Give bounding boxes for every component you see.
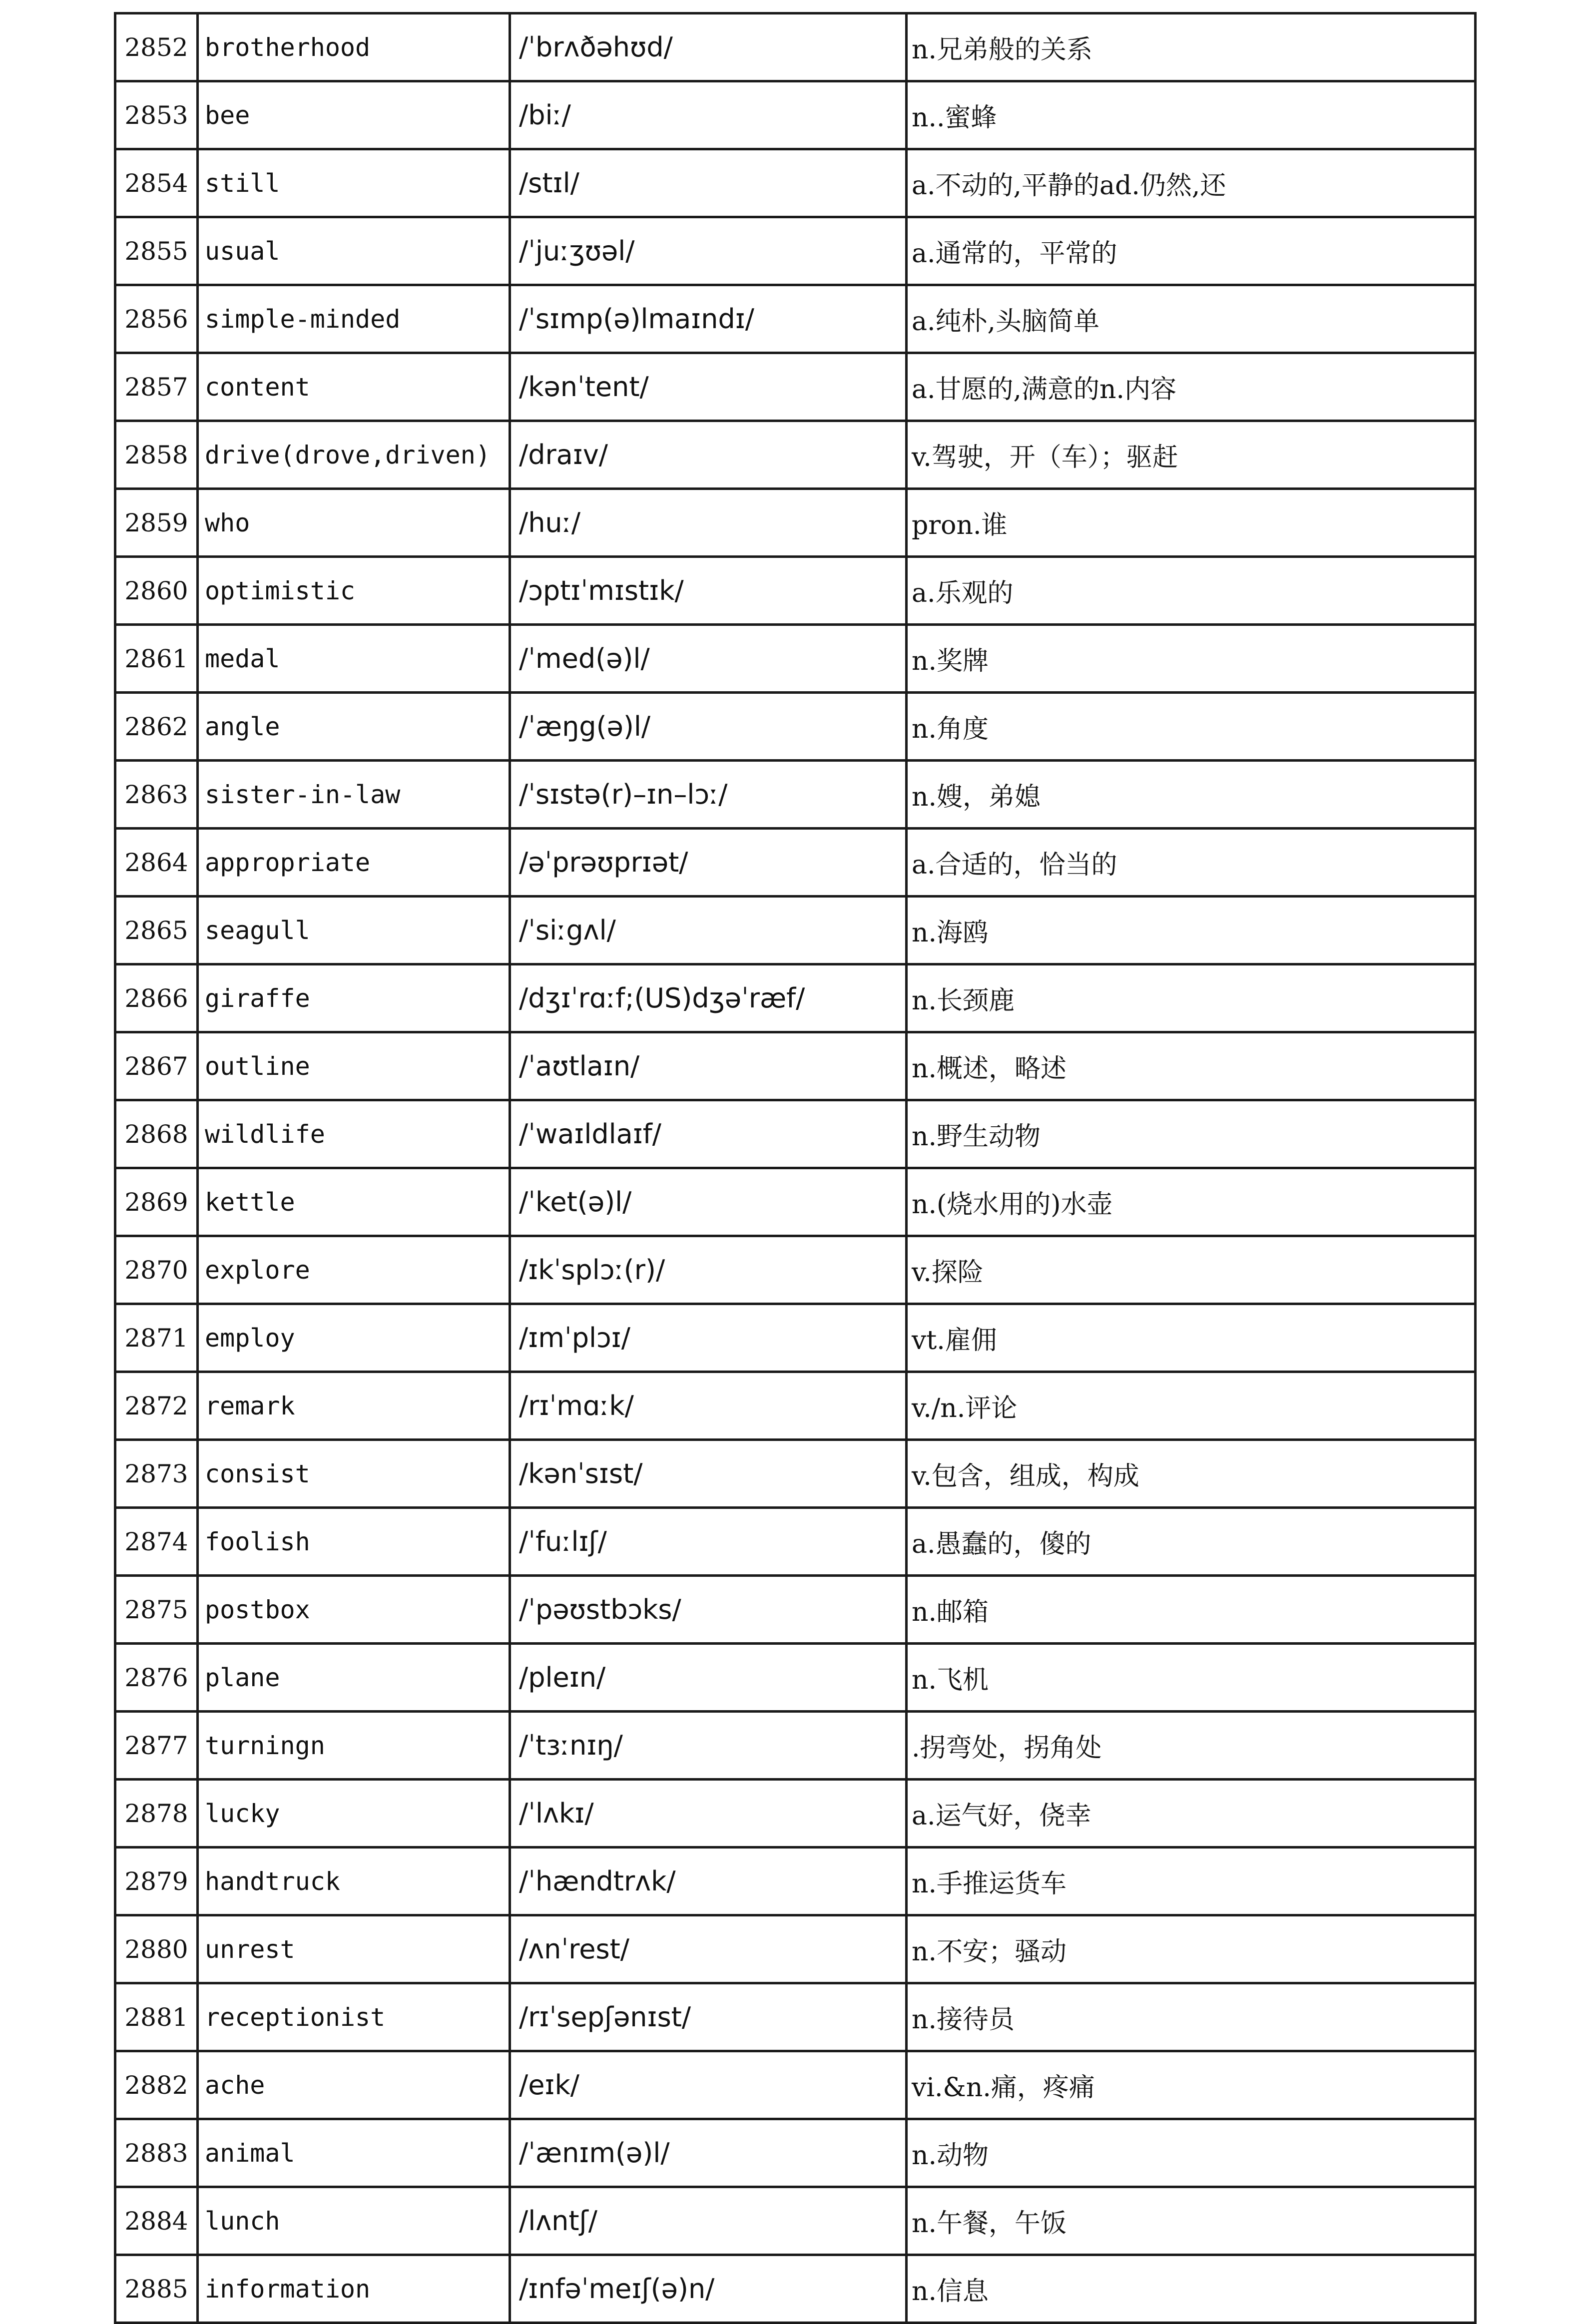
entry-pronunciation: /ˈmed(ə)l/ [510,625,907,693]
entry-pronunciation: /ˈæŋg(ə)l/ [510,693,907,761]
entry-number: 2874 [115,1508,198,1576]
entry-meaning: n.概述，略述 [907,1032,1476,1100]
entry-pronunciation: /eɪk/ [510,2051,907,2119]
entry-word: turningn [198,1712,510,1780]
entry-pronunciation: /rɪˈsepʃənɪst/ [510,1983,907,2051]
entry-meaning: vi.&n.痛，疼痛 [907,2051,1476,2119]
entry-word: outline [198,1032,510,1100]
entry-word: lunch [198,2187,510,2255]
entry-meaning: .拐弯处，拐角处 [907,1712,1476,1780]
entry-word: simple-minded [198,285,510,353]
entry-number: 2852 [115,13,198,81]
table-row [115,149,1476,217]
entry-word: drive(drove,driven) [198,421,510,489]
entry-word: still [198,149,510,217]
table-row [115,217,1476,285]
entry-meaning: n..蜜蜂 [907,81,1476,149]
entry-pronunciation: /ˈhændtrʌk/ [510,1848,907,1915]
entry-meaning: v.驾驶，开（车）；驱赶 [907,421,1476,489]
entry-pronunciation: /ˈfuːlɪʃ/ [510,1508,907,1576]
entry-pronunciation: /ˈjuːʒʊəl/ [510,217,907,285]
entry-meaning: n.信息 [907,2255,1476,2323]
table-row [115,1983,1476,2051]
entry-pronunciation: /ʌnˈrest/ [510,1915,907,1983]
entry-number: 2860 [115,557,198,625]
entry-pronunciation: /ɪmˈplɔɪ/ [510,1304,907,1372]
entry-word: bee [198,81,510,149]
table-row [115,1712,1476,1780]
entry-pronunciation: /huː/ [510,489,907,557]
entry-word: appropriate [198,829,510,897]
entry-meaning: n.午餐，午饭 [907,2187,1476,2255]
entry-word: content [198,353,510,421]
entry-word: kettle [198,1168,510,1236]
entry-pronunciation: /ˈænɪm(ə)l/ [510,2119,907,2187]
entry-pronunciation: /draɪv/ [510,421,907,489]
entry-word: information [198,2255,510,2323]
table-row [115,81,1476,149]
table-row [115,353,1476,421]
table-row [115,1848,1476,1915]
table-row [115,693,1476,761]
entry-word: ache [198,2051,510,2119]
entry-number: 2883 [115,2119,198,2187]
entry-pronunciation: /lʌntʃ/ [510,2187,907,2255]
entry-number: 2865 [115,897,198,964]
entry-number: 2866 [115,964,198,1032]
entry-word: postbox [198,1576,510,1644]
entry-number: 2881 [115,1983,198,2051]
entry-word: employ [198,1304,510,1372]
entry-pronunciation: /ˈlʌkɪ/ [510,1780,907,1848]
entry-number: 2872 [115,1372,198,1440]
table-row [115,1236,1476,1304]
entry-number: 2873 [115,1440,198,1508]
entry-number: 2853 [115,81,198,149]
entry-pronunciation: /ˈwaɪldlaɪf/ [510,1100,907,1168]
entry-pronunciation: /biː/ [510,81,907,149]
entry-number: 2882 [115,2051,198,2119]
entry-meaning: a.运气好，侥幸 [907,1780,1476,1848]
table-row [115,2187,1476,2255]
entry-number: 2871 [115,1304,198,1372]
entry-meaning: v.探险 [907,1236,1476,1304]
entry-meaning: n.飞机 [907,1644,1476,1712]
entry-meaning: a.愚蠢的，傻的 [907,1508,1476,1576]
entry-pronunciation: /əˈprəʊprɪət/ [510,829,907,897]
entry-word: receptionist [198,1983,510,2051]
entry-number: 2856 [115,285,198,353]
entry-pronunciation: /stɪl/ [510,149,907,217]
entry-number: 2869 [115,1168,198,1236]
entry-number: 2868 [115,1100,198,1168]
entry-pronunciation: /pleɪn/ [510,1644,907,1712]
entry-word: unrest [198,1915,510,1983]
entry-meaning: n.邮箱 [907,1576,1476,1644]
entry-word: sister-in-law [198,761,510,829]
table-row [115,1915,1476,1983]
entry-number: 2878 [115,1780,198,1848]
entry-number: 2879 [115,1848,198,1915]
entry-pronunciation: /ɪnfəˈmeɪʃ(ə)n/ [510,2255,907,2323]
entry-word: optimistic [198,557,510,625]
vocabulary-table-body [115,13,1476,2323]
entry-meaning: vt.雇佣 [907,1304,1476,1372]
entry-word: angle [198,693,510,761]
entry-pronunciation: /ˈket(ə)l/ [510,1168,907,1236]
table-row [115,761,1476,829]
entry-meaning: a.不动的,平静的ad.仍然,还 [907,149,1476,217]
entry-number: 2855 [115,217,198,285]
entry-meaning: a.纯朴,头脑简单 [907,285,1476,353]
entry-pronunciation: /ˈsiːgʌl/ [510,897,907,964]
entry-number: 2857 [115,353,198,421]
table-row [115,557,1476,625]
entry-word: brotherhood [198,13,510,81]
entry-number: 2862 [115,693,198,761]
table-row [115,897,1476,964]
vocabulary-table [114,12,1477,2324]
entry-meaning: a.合适的，恰当的 [907,829,1476,897]
entry-meaning: a.通常的，平常的 [907,217,1476,285]
entry-word: animal [198,2119,510,2187]
table-row [115,285,1476,353]
entry-number: 2859 [115,489,198,557]
table-row [115,2051,1476,2119]
table-row [115,1576,1476,1644]
table-row [115,625,1476,693]
entry-number: 2885 [115,2255,198,2323]
entry-pronunciation: /kənˈsɪst/ [510,1440,907,1508]
entry-word: lucky [198,1780,510,1848]
entry-meaning: n.手推运货车 [907,1848,1476,1915]
entry-meaning: n.长颈鹿 [907,964,1476,1032]
entry-pronunciation: /ˈpəʊstbɔks/ [510,1576,907,1644]
table-row [115,1440,1476,1508]
entry-word: wildlife [198,1100,510,1168]
entry-meaning: n.(烧水用的)水壶 [907,1168,1476,1236]
entry-word: seagull [198,897,510,964]
entry-word: remark [198,1372,510,1440]
entry-word: explore [198,1236,510,1304]
table-row [115,1032,1476,1100]
entry-number: 2863 [115,761,198,829]
table-row [115,1168,1476,1236]
entry-word: giraffe [198,964,510,1032]
entry-pronunciation: /rɪˈmɑːk/ [510,1372,907,1440]
entry-number: 2876 [115,1644,198,1712]
entry-pronunciation: /ɪkˈsplɔː(r)/ [510,1236,907,1304]
entry-pronunciation: /ˈaʊtlaɪn/ [510,1032,907,1100]
entry-word: foolish [198,1508,510,1576]
entry-number: 2858 [115,421,198,489]
entry-meaning: n.角度 [907,693,1476,761]
table-row [115,13,1476,81]
table-row [115,1644,1476,1712]
table-row [115,1100,1476,1168]
entry-word: usual [198,217,510,285]
table-row [115,1508,1476,1576]
entry-word: handtruck [198,1848,510,1915]
entry-meaning: n.嫂，弟媳 [907,761,1476,829]
table-row [115,2119,1476,2187]
entry-pronunciation: /ˈtɜːnɪŋ/ [510,1712,907,1780]
entry-meaning: n.奖牌 [907,625,1476,693]
entry-number: 2875 [115,1576,198,1644]
entry-meaning: pron.谁 [907,489,1476,557]
entry-word: medal [198,625,510,693]
table-row [115,1780,1476,1848]
entry-pronunciation: /ˈsɪstə(r)–ɪn–lɔː/ [510,761,907,829]
entry-word: who [198,489,510,557]
entry-pronunciation: /kənˈtent/ [510,353,907,421]
entry-word: plane [198,1644,510,1712]
table-row [115,421,1476,489]
entry-pronunciation: /ˈsɪmp(ə)lmaɪndɪ/ [510,285,907,353]
entry-meaning: a.甘愿的,满意的n.内容 [907,353,1476,421]
entry-number: 2880 [115,1915,198,1983]
entry-pronunciation: /dʒɪˈrɑːf;(US)dʒəˈræf/ [510,964,907,1032]
entry-meaning: v.包含，组成，构成 [907,1440,1476,1508]
entry-meaning: n.野生动物 [907,1100,1476,1168]
entry-number: 2867 [115,1032,198,1100]
entry-meaning: n.动物 [907,2119,1476,2187]
entry-pronunciation: /ˈbrʌðəhʊd/ [510,13,907,81]
entry-meaning: v./n.评论 [907,1372,1476,1440]
entry-meaning: n.海鸥 [907,897,1476,964]
entry-word: consist [198,1440,510,1508]
table-row [115,1304,1476,1372]
table-row [115,829,1476,897]
table-row [115,489,1476,557]
entry-number: 2877 [115,1712,198,1780]
entry-meaning: a.乐观的 [907,557,1476,625]
table-row [115,964,1476,1032]
entry-number: 2884 [115,2187,198,2255]
table-row [115,1372,1476,1440]
entry-meaning: n.不安；骚动 [907,1915,1476,1983]
entry-number: 2854 [115,149,198,217]
table-row [115,2255,1476,2323]
entry-number: 2861 [115,625,198,693]
entry-number: 2870 [115,1236,198,1304]
entry-meaning: n.兄弟般的关系 [907,13,1476,81]
entry-pronunciation: /ɔptɪˈmɪstɪk/ [510,557,907,625]
entry-meaning: n.接待员 [907,1983,1476,2051]
entry-number: 2864 [115,829,198,897]
